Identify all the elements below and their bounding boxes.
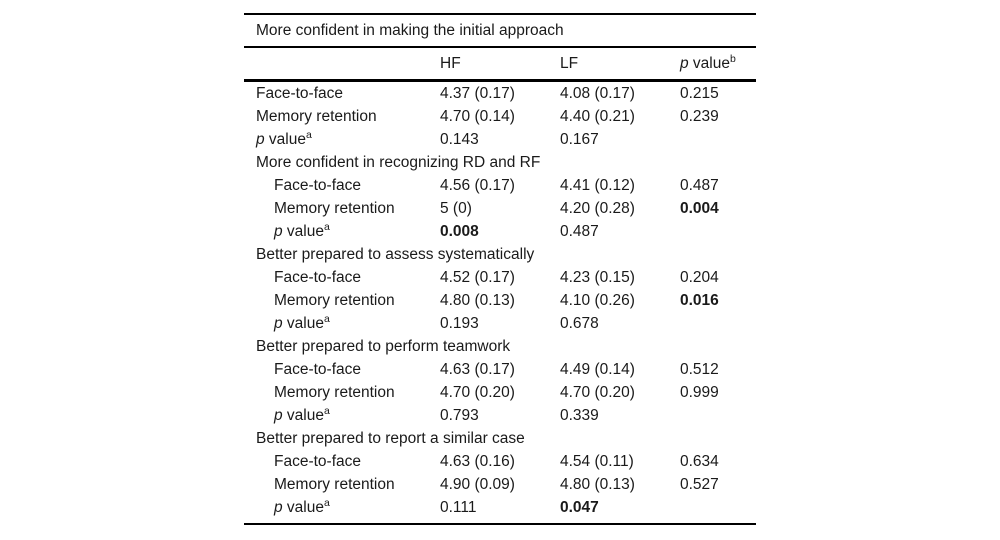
cell-pvalue: 0.487 xyxy=(680,176,719,194)
row-label xyxy=(244,384,440,402)
cell-hf: 4.70 (0.14) xyxy=(440,107,515,125)
cell-pvalue: 0.512 xyxy=(680,360,719,378)
row-label xyxy=(244,292,440,310)
table-row xyxy=(244,381,756,404)
table-title: More confident in making the initial approach xyxy=(256,21,564,39)
section-title: Better prepared to assess systematically xyxy=(256,246,535,263)
row-label-text: value xyxy=(282,222,324,240)
row-label-superscript: a xyxy=(324,220,330,233)
cell-lf: 0.047 xyxy=(560,498,599,516)
row-label-text: Face-to-face xyxy=(274,268,362,286)
row-label-text: value xyxy=(282,314,324,332)
cell-pvalue: 0.215 xyxy=(680,84,719,102)
table-row xyxy=(244,404,756,427)
column-header-row xyxy=(244,48,756,79)
row-label-superscript: a xyxy=(306,128,312,141)
table-row xyxy=(244,312,756,335)
cell-hf: 4.56 (0.17) xyxy=(440,176,515,194)
cell-hf: 4.90 (0.09) xyxy=(440,475,515,493)
cell-pvalue: 0.999 xyxy=(680,383,719,401)
row-label xyxy=(244,361,440,379)
cell-pvalue: 0.204 xyxy=(680,268,719,286)
row-label xyxy=(244,453,440,471)
table-row xyxy=(244,473,756,496)
cell-pvalue: 0.004 xyxy=(680,199,719,217)
section-title-row xyxy=(244,243,756,266)
row-label xyxy=(244,200,440,218)
cell-hf: 4.37 (0.17) xyxy=(440,84,515,102)
cell-hf: 5 (0) xyxy=(440,199,472,217)
cell-hf: 4.52 (0.17) xyxy=(440,268,515,286)
cell-hf: 0.008 xyxy=(440,222,479,240)
row-label xyxy=(244,404,440,425)
table-row xyxy=(244,128,756,151)
row-label-italic: p xyxy=(274,222,283,240)
section-title-row xyxy=(244,151,756,174)
row-label xyxy=(244,177,440,195)
row-label xyxy=(244,128,440,149)
row-label xyxy=(244,269,440,287)
cell-lf: 4.40 (0.21) xyxy=(560,107,635,125)
cell-hf: 4.63 (0.17) xyxy=(440,360,515,378)
cell-lf: 4.08 (0.17) xyxy=(560,84,635,102)
table-title-band xyxy=(244,15,756,46)
row-label-italic: p xyxy=(274,498,283,516)
column-header-lf-label: LF xyxy=(560,54,579,72)
column-header-hf xyxy=(440,55,560,73)
cell-lf: 0.678 xyxy=(560,314,599,332)
row-label-text: Face-to-face xyxy=(274,360,362,378)
cell-hf: 0.111 xyxy=(440,498,477,516)
cell-hf: 4.80 (0.13) xyxy=(440,291,515,309)
row-label xyxy=(244,85,440,103)
cell-lf: 0.339 xyxy=(560,406,599,424)
section-title: Better prepared to perform teamwork xyxy=(256,338,511,355)
results-table xyxy=(244,13,756,525)
row-label-text: value xyxy=(264,130,306,148)
row-label-text: Memory retention xyxy=(274,475,395,493)
cell-hf: 0.793 xyxy=(440,406,479,424)
section-title-row xyxy=(244,427,756,450)
table-row xyxy=(244,450,756,473)
table-row xyxy=(244,105,756,128)
row-label-text: Face-to-face xyxy=(256,84,344,102)
cell-hf: 0.143 xyxy=(440,130,479,148)
cell-pvalue: 0.016 xyxy=(680,291,719,309)
table-row xyxy=(244,496,756,519)
row-label-superscript: a xyxy=(324,312,330,325)
table-row xyxy=(244,82,756,105)
table-row xyxy=(244,289,756,312)
row-label-superscript: a xyxy=(324,404,330,417)
row-label-text: Memory retention xyxy=(274,383,395,401)
table-body xyxy=(244,82,756,523)
row-label xyxy=(244,312,440,333)
cell-hf: 0.193 xyxy=(440,314,479,332)
cell-lf: 0.487 xyxy=(560,222,599,240)
row-label-text: Memory retention xyxy=(274,199,395,217)
table-row xyxy=(244,266,756,289)
row-label-text: value xyxy=(282,498,324,516)
cell-lf: 4.10 (0.26) xyxy=(560,291,635,309)
table-row xyxy=(244,358,756,381)
cell-lf: 4.54 (0.11) xyxy=(560,452,634,470)
cell-pvalue: 0.527 xyxy=(680,475,719,493)
column-header-p-rest: value xyxy=(688,54,730,72)
row-label-text: value xyxy=(282,406,324,424)
row-label-text: Memory retention xyxy=(256,107,377,125)
cell-pvalue: 0.634 xyxy=(680,452,719,470)
row-label-text: Memory retention xyxy=(274,291,395,309)
column-header-p-superscript: b xyxy=(730,52,736,65)
row-label-superscript: a xyxy=(324,496,330,509)
cell-lf: 4.49 (0.14) xyxy=(560,360,635,378)
row-label-italic: p xyxy=(274,406,283,424)
table-bottom-rule xyxy=(244,523,756,525)
table-row xyxy=(244,220,756,243)
cell-pvalue: 0.239 xyxy=(680,107,719,125)
table-row xyxy=(244,197,756,220)
cell-lf: 4.41 (0.12) xyxy=(560,176,635,194)
row-label xyxy=(244,108,440,126)
cell-lf: 4.23 (0.15) xyxy=(560,268,635,286)
row-label xyxy=(244,220,440,241)
row-label-italic: p xyxy=(274,314,283,332)
cell-lf: 4.70 (0.20) xyxy=(560,383,635,401)
cell-hf: 4.70 (0.20) xyxy=(440,383,515,401)
cell-hf: 4.63 (0.16) xyxy=(440,452,515,470)
row-label xyxy=(244,496,440,517)
column-header-lf xyxy=(560,55,680,73)
cell-lf: 0.167 xyxy=(560,130,599,148)
row-label-text: Face-to-face xyxy=(274,452,362,470)
section-title-row xyxy=(244,335,756,358)
cell-lf: 4.20 (0.28) xyxy=(560,199,635,217)
column-header-hf-label: HF xyxy=(440,54,461,72)
column-header-pvalue xyxy=(680,52,756,73)
column-header-p-italic: p xyxy=(680,54,689,72)
row-label-text: Face-to-face xyxy=(274,176,362,194)
row-label-italic: p xyxy=(256,130,265,148)
section-title: More confident in recognizing RD and RF xyxy=(256,154,541,171)
section-title: Better prepared to report a similar case xyxy=(256,430,525,447)
row-label xyxy=(244,476,440,494)
cell-lf: 4.80 (0.13) xyxy=(560,475,635,493)
table-row xyxy=(244,174,756,197)
